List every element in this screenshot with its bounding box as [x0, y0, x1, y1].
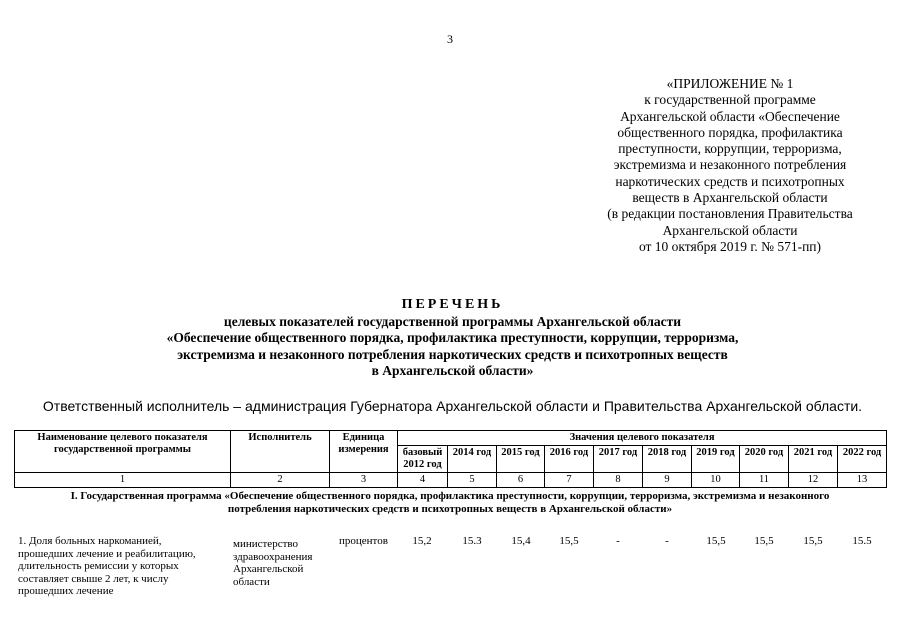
col-header-name: Наименование целевого показателя государственной программы [15, 431, 231, 473]
executor-line: области [233, 575, 270, 588]
column-number: 1 [15, 473, 231, 488]
responsible-executor-text: Ответственный исполнитель – администрация Губернатора Архангельской области и Правительства Архангельской области. [42, 398, 863, 414]
column-number: 2 [231, 473, 330, 488]
appendix-line: Архангельской области [662, 222, 798, 238]
value-cell: 15.5 [852, 535, 872, 547]
column-number: 10 [692, 473, 740, 488]
subtitle-line: целевых показателей государственной программы Архангельской области [223, 314, 682, 329]
indicator-name [18, 535, 196, 598]
appendix-line: преступности, коррупции, терроризма, [618, 141, 842, 157]
indicator-unit: процентов [339, 535, 388, 547]
column-number: 5 [448, 473, 497, 488]
col-header-year: 2015 год [497, 446, 545, 473]
subtitle-line: «Обеспечение общественного порядка, профилактика преступности, коррупции, терроризма, [166, 330, 739, 346]
appendix-line: Архангельской области «Обеспечение [620, 108, 840, 124]
value-cell: 15,5 [559, 535, 579, 547]
value-cell: - [665, 535, 669, 547]
indicator-name-line: прошедших лечение [18, 585, 114, 598]
col-header-unit: Единица измерения [330, 431, 398, 473]
appendix-line: экстремизма и незаконного потребления [613, 157, 847, 173]
value-cell: 15.3 [462, 535, 482, 547]
col-header-year: 2020 год [740, 446, 789, 473]
subtitle-line: экстремизма и незаконного потребления наркотических средств и психотропных веществ [177, 346, 728, 362]
appendix-line: наркотических средств и психотропных [615, 173, 845, 189]
value-cell: 15,5 [706, 535, 726, 547]
col-header-year: 2019 год [692, 446, 740, 473]
indicators-table-header [14, 430, 887, 488]
indicator-name-line: длительность ремиссии у которых [18, 560, 179, 573]
col-header-year: 2022 год [838, 446, 887, 473]
section-title-line: потребления наркотических средств и психотропных веществ в Архангельской области» [227, 503, 673, 515]
col-header-year: 2016 год [545, 446, 594, 473]
value-cell: 15,5 [803, 535, 823, 547]
value-cell: - [616, 535, 620, 547]
value-cell: 15,5 [754, 535, 774, 547]
col-header-year: 2018 год [643, 446, 692, 473]
appendix-line: веществ в Архангельской области [632, 190, 828, 206]
appendix-line: «ПРИЛОЖЕНИЕ № 1 [666, 76, 794, 91]
appendix-line: (в редакции постановления Правительства [607, 206, 853, 222]
column-number: 8 [594, 473, 643, 488]
document-subtitle [0, 314, 905, 379]
column-number: 12 [789, 473, 838, 488]
value-cell: 15,2 [412, 535, 432, 547]
appendix-line: к государственной программе [644, 92, 816, 108]
column-number: 3 [330, 473, 398, 488]
page-number: 3 [447, 32, 453, 46]
column-number: 4 [398, 473, 448, 488]
column-number: 7 [545, 473, 594, 488]
indicator-executor [233, 538, 312, 588]
section-title [14, 490, 886, 516]
col-header-year: базовый 2012 год [398, 446, 448, 473]
value-cell: 15,4 [511, 535, 531, 547]
executor-line: министерство [233, 538, 299, 550]
subtitle-line: в Архангельской области» [371, 362, 534, 378]
appendix-line: от 10 октября 2019 г. № 571-пп) [638, 238, 822, 254]
col-header-year: 2021 год [789, 446, 838, 473]
column-number: 11 [740, 473, 789, 488]
executor-line: Архангельской [233, 563, 304, 576]
col-header-values: Значения целевого показателя [398, 431, 887, 446]
column-number: 13 [838, 473, 887, 488]
document-title: ПЕРЕЧЕНЬ [401, 297, 504, 312]
section-title-line: I. Государственная программа «Обеспечение общественного порядка, профилактика преступности, коррупции, терроризма, экстремизма и незаконного [70, 490, 830, 502]
col-header-executor: Исполнитель [231, 431, 330, 473]
appendix-heading [585, 76, 875, 255]
column-number: 6 [497, 473, 545, 488]
appendix-line: общественного порядка, профилактика [617, 124, 843, 140]
col-header-year: 2014 год [448, 446, 497, 473]
indicator-name-line: прошедших лечение и реабилитацию, [18, 547, 196, 560]
indicator-name-line: составляет свыше 2 лет, к числу [18, 572, 169, 585]
col-header-year: 2017 год [594, 446, 643, 473]
executor-line: здравоохранения [233, 550, 313, 563]
column-number: 9 [643, 473, 692, 488]
indicator-name-line: 1. Доля больных наркоманией, [18, 535, 162, 547]
